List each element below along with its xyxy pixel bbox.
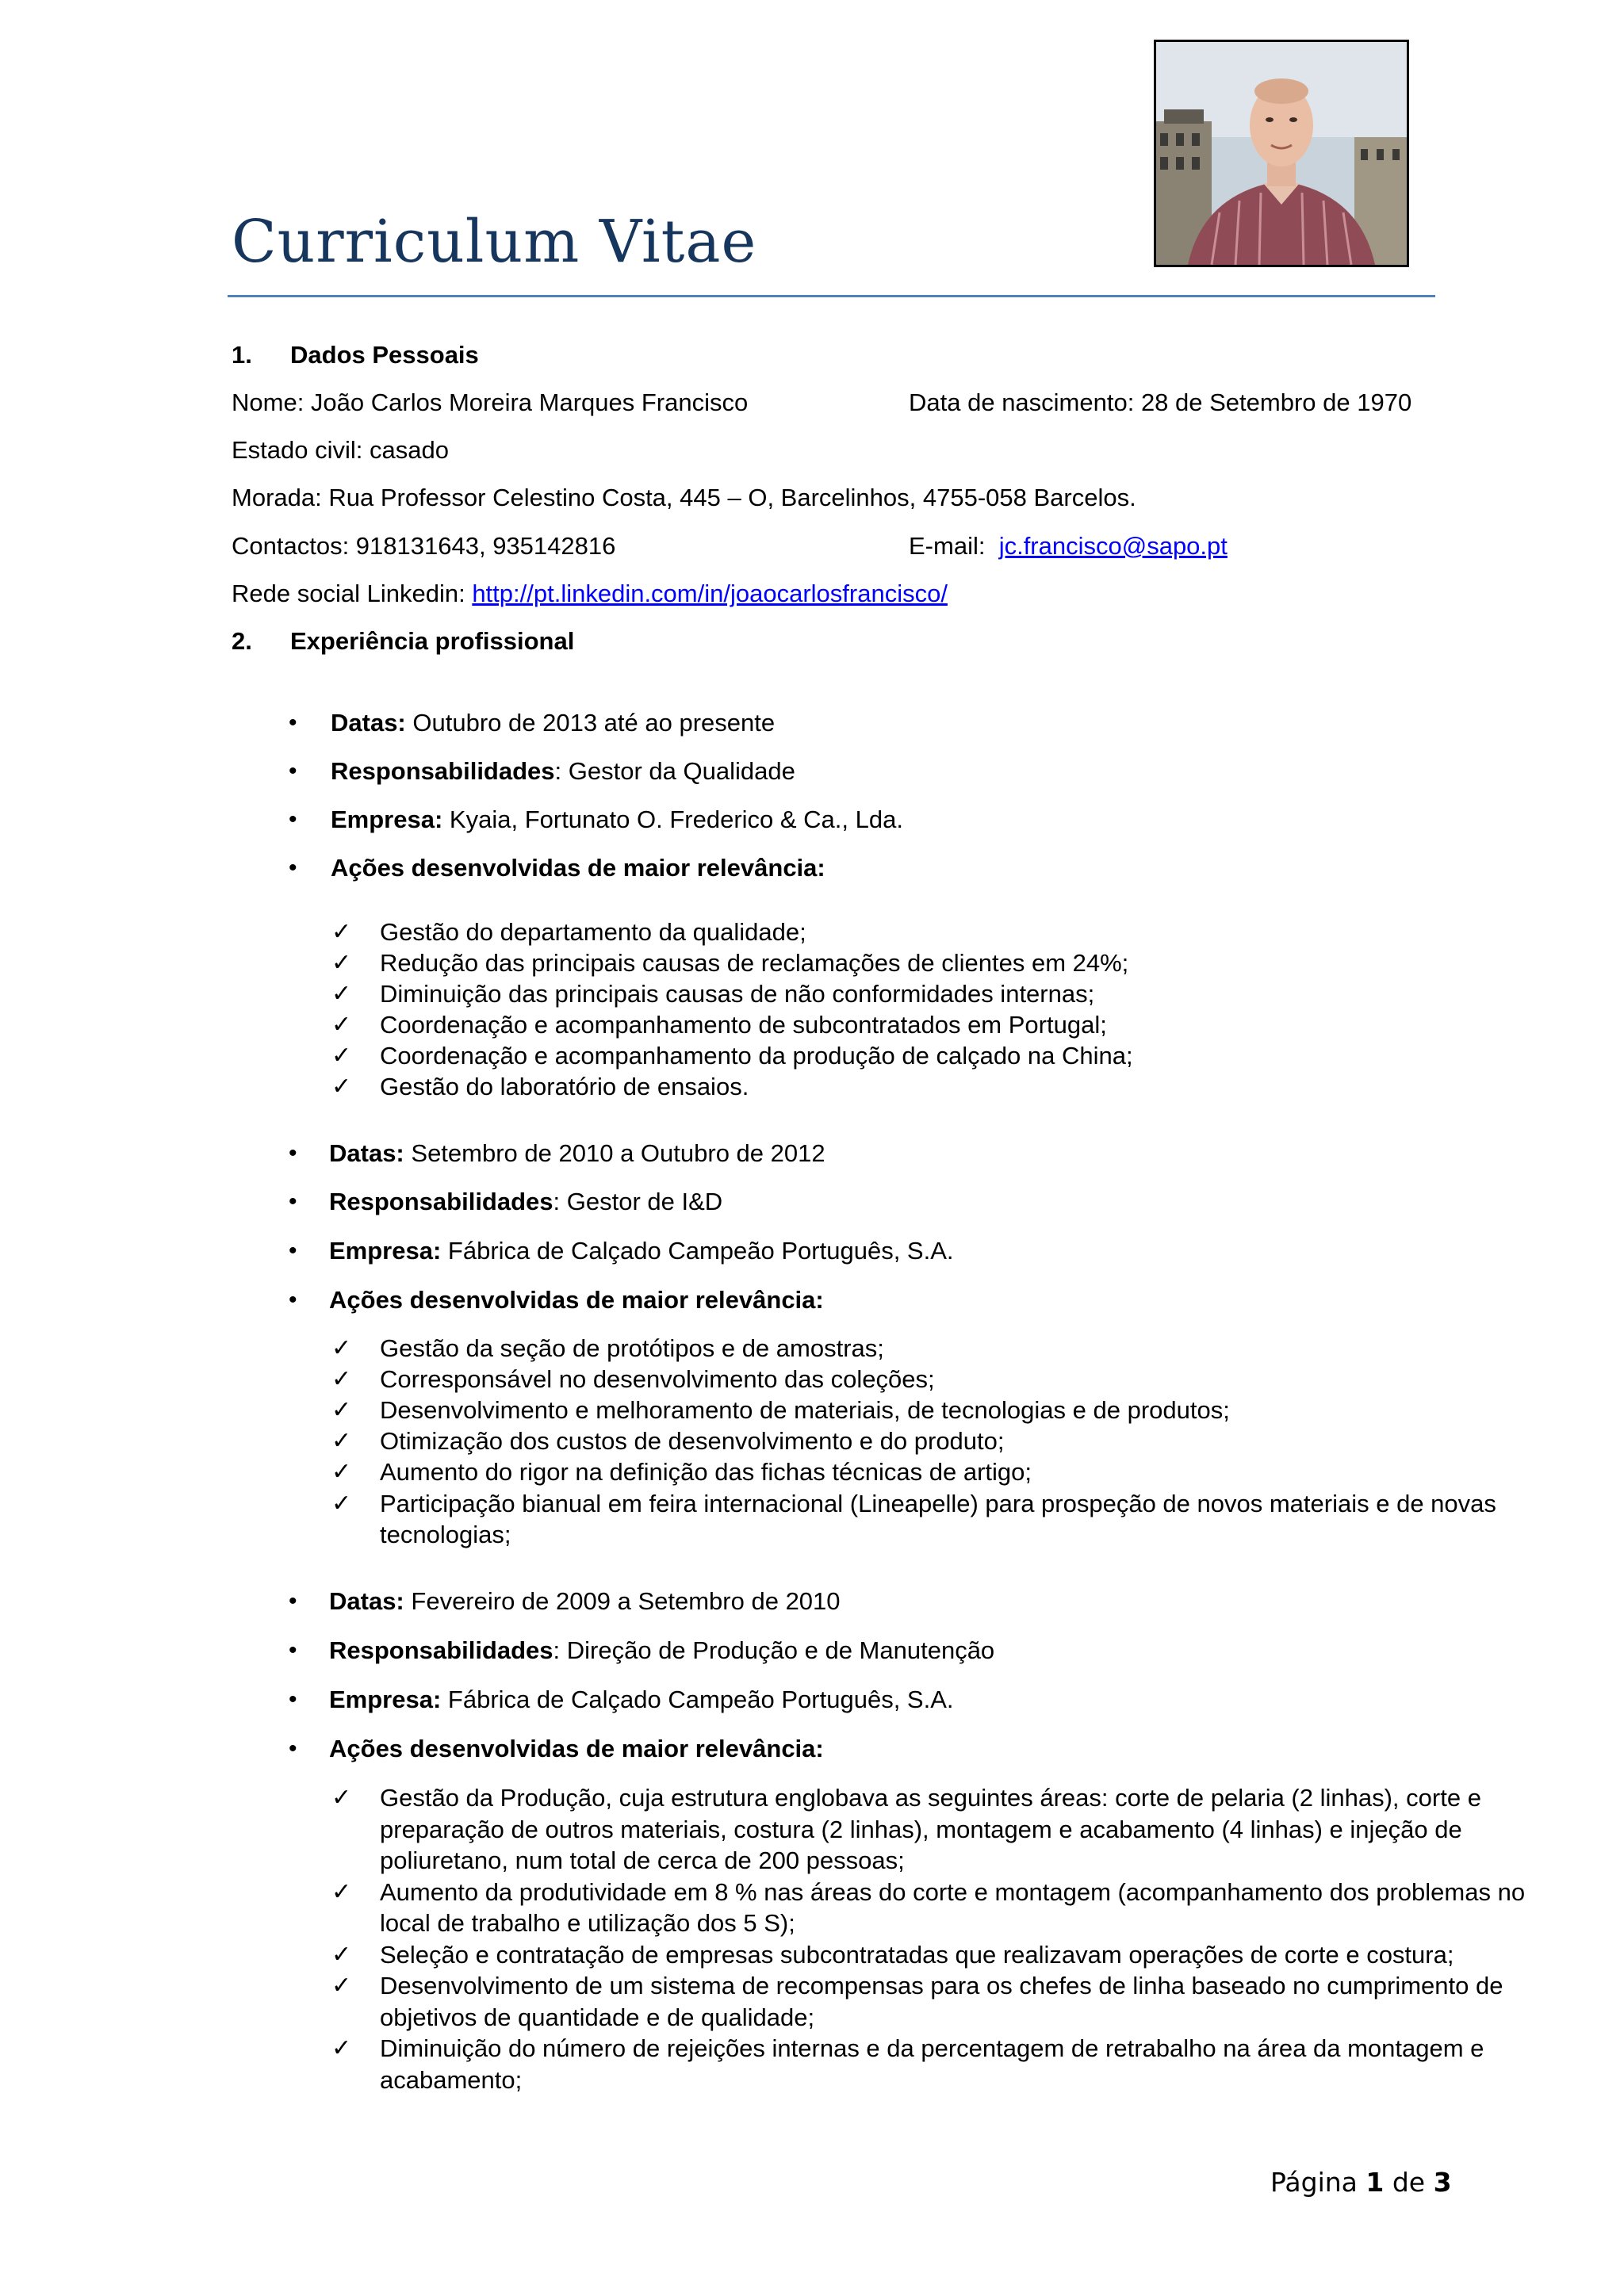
bullet-icon: • (289, 710, 297, 736)
job-role: Responsabilidades: Gestor de I&D (329, 1188, 723, 1215)
action-item: Gestão da Produção, cuja estrutura englobava as seguintes áreas: corte de pelaria (2 linhas), corte e (380, 1784, 1481, 1812)
action-item: Desenvolvimento e melhoramento de materiais, de tecnologias e de produtos; (380, 1396, 1230, 1424)
check-icon: ✓ (331, 1941, 352, 1969)
bullet-icon: • (289, 1287, 297, 1313)
action-item: Participação bianual em feira internacional (Lineapelle) para prospeção de novos materiais e de novas (380, 1490, 1496, 1517)
section-title-experiencia: Experiência profissional (290, 627, 575, 655)
action-item: Gestão da seção de protótipos e de amostras; (380, 1334, 884, 1362)
bullet-icon: • (289, 1637, 297, 1663)
job-role: Responsabilidades: Gestor da Qualidade (331, 757, 795, 785)
action-item: Redução das principais causas de reclamações de clientes em 24%; (380, 949, 1129, 977)
page-footer (1270, 2167, 1452, 2198)
check-icon: ✓ (331, 949, 352, 977)
section-number: 1. (232, 341, 252, 369)
portrait-photo (1154, 40, 1409, 267)
job-company: Empresa: Fábrica de Calçado Campeão Português, S.A. (329, 1237, 954, 1265)
job-company: Empresa: Kyaia, Fortunato O. Frederico & Ca., Lda. (331, 806, 903, 833)
action-item: Gestão do departamento da qualidade; (380, 918, 806, 946)
linkedin-label: Rede social Linkedin: (232, 580, 465, 607)
title-divider (228, 295, 1435, 297)
check-icon: ✓ (331, 980, 352, 1008)
check-icon: ✓ (331, 918, 352, 946)
action-item-continued: objetivos de quantidade e de qualidade; (380, 2003, 815, 2031)
job-actions-heading: Ações desenvolvidas de maior relevância: (331, 854, 825, 882)
job-actions-heading: Ações desenvolvidas de maior relevância: (329, 1286, 824, 1314)
action-item: Seleção e contratação de empresas subcontratadas que realizavam operações de corte e costura; (380, 1941, 1454, 1969)
action-item-continued: poliuretano, num total de cerca de 200 pessoas; (380, 1846, 905, 1874)
action-item: Aumento do rigor na definição das fichas técnicas de artigo; (380, 1458, 1032, 1486)
section-title-dados-pessoais: Dados Pessoais (290, 341, 479, 369)
portrait-icon (1156, 42, 1407, 265)
footer-mid: de (1384, 2167, 1434, 2198)
personal-name: Nome: João Carlos Moreira Marques Francisco (232, 388, 749, 416)
check-icon: ✓ (331, 1784, 352, 1812)
check-icon: ✓ (331, 1365, 352, 1393)
job-company: Empresa: Fábrica de Calçado Campeão Português, S.A. (329, 1686, 954, 1713)
action-item: Aumento da produtividade em 8 % nas áreas do corte e montagem (acompanhamento dos problemas no (380, 1878, 1526, 1906)
email-link[interactable]: jc.francisco@sapo.pt (998, 532, 1228, 560)
action-item: Diminuição do número de rejeições internas e da percentagem de retrabalho na área da montagem e (380, 2034, 1484, 2062)
check-icon: ✓ (331, 1011, 352, 1039)
email-row (909, 532, 1228, 561)
bullet-icon: • (289, 758, 297, 784)
check-icon: ✓ (331, 2034, 352, 2062)
job-dates: Datas: Outubro de 2013 até ao presente (331, 709, 776, 737)
action-item: Gestão do laboratório de ensaios. (380, 1073, 749, 1100)
bullet-icon: • (289, 1588, 297, 1614)
bullet-icon: • (289, 806, 297, 832)
bullet-icon: • (289, 855, 297, 881)
check-icon: ✓ (331, 1878, 352, 1906)
check-icon: ✓ (331, 1427, 352, 1455)
job-dates: Datas: Fevereiro de 2009 a Setembro de 2010 (329, 1587, 841, 1615)
job-role: Responsabilidades: Direção de Produção e de Manutenção (329, 1636, 995, 1664)
check-icon: ✓ (331, 1042, 352, 1070)
check-icon: ✓ (331, 1972, 352, 1999)
section-number: 2. (232, 627, 252, 655)
personal-address: Morada: Rua Professor Celestino Costa, 445 – O, Barcelinhos, 4755-058 Barcelos. (232, 484, 1136, 511)
linkedin-row (232, 580, 948, 608)
check-icon: ✓ (331, 1334, 352, 1362)
action-item: Otimização dos custos de desenvolvimento e do produto; (380, 1427, 1005, 1455)
personal-birthdate: Data de nascimento: 28 de Setembro de 1970 (909, 388, 1412, 416)
footer-prefix: Página (1270, 2167, 1366, 2198)
bullet-icon: • (289, 1686, 297, 1712)
personal-contacts: Contactos: 918131643, 935142816 (232, 532, 616, 560)
check-icon: ✓ (331, 1073, 352, 1100)
action-item: Coordenação e acompanhamento da produção de calçado na China; (380, 1042, 1133, 1070)
footer-page-number: 1 (1365, 2167, 1385, 2198)
action-item-continued: preparação de outros materiais, costura (2 linhas), montagem e acabamento (4 linhas) e injeção de (380, 1816, 1462, 1843)
check-icon: ✓ (331, 1490, 352, 1517)
check-icon: ✓ (331, 1458, 352, 1486)
action-item: Coordenação e acompanhamento de subcontratados em Portugal; (380, 1011, 1107, 1039)
job-dates: Datas: Setembro de 2010 a Outubro de 2012 (329, 1139, 825, 1167)
linkedin-link[interactable]: http://pt.linkedin.com/in/joaocarlosfrancisco/ (472, 580, 948, 607)
action-item: Desenvolvimento de um sistema de recompensas para os chefes de linha baseado no cumprimento de (380, 1972, 1503, 1999)
action-item: Corresponsável no desenvolvimento das coleções; (380, 1365, 935, 1393)
action-item: Diminuição das principais causas de não conformidades internas; (380, 980, 1095, 1008)
action-item-continued: acabamento; (380, 2066, 523, 2094)
bullet-icon: • (289, 1735, 297, 1762)
action-item-continued: local de trabalho e utilização dos 5 S); (380, 1909, 795, 1937)
job-actions-heading: Ações desenvolvidas de maior relevância: (329, 1735, 824, 1762)
footer-total-pages: 3 (1433, 2167, 1452, 2198)
personal-civil-status: Estado civil: casado (232, 436, 449, 464)
email-label: E-mail: (909, 532, 986, 560)
bullet-icon: • (289, 1238, 297, 1264)
check-icon: ✓ (331, 1396, 352, 1424)
action-item-continued: tecnologias; (380, 1521, 511, 1548)
bullet-icon: • (289, 1188, 297, 1215)
bullet-icon: • (289, 1140, 297, 1166)
page-title: Curriculum Vitae (232, 208, 757, 276)
